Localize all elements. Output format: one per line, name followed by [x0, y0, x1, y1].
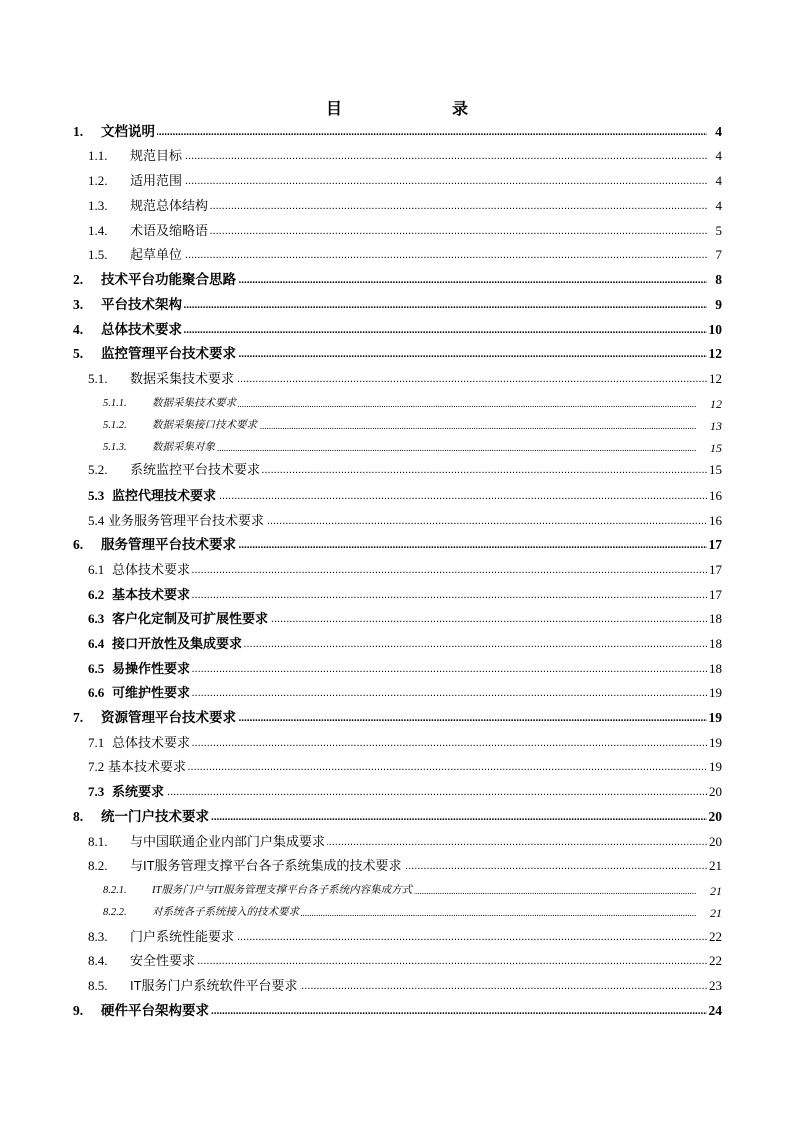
toc-entry-label: 平台技术架构	[101, 295, 184, 315]
toc-entry[interactable]	[0, 609, 794, 629]
toc-entry[interactable]	[0, 394, 794, 414]
toc-leader-dots	[130, 221, 708, 241]
toc-entry-label: 总体技术要求	[112, 560, 192, 580]
toc-entry-page: 20	[708, 809, 722, 824]
toc-entry-number: 1.4.	[88, 223, 108, 238]
toc-entry-page: 12	[708, 346, 722, 361]
toc-entry-page: 17	[708, 537, 722, 552]
toc-entry-number: 7.	[73, 710, 84, 725]
toc-leader-dots	[101, 320, 707, 340]
toc-entry-page: 22	[709, 929, 722, 944]
toc-entry[interactable]	[0, 782, 794, 802]
toc-entry-page: 4	[715, 148, 722, 163]
toc-entry-label: 总体技术要求	[101, 320, 184, 340]
toc-entry-page: 16	[709, 513, 722, 528]
toc-entry[interactable]	[0, 416, 794, 436]
toc-entry-page: 7	[715, 247, 722, 262]
toc-entry-number: 1.5.	[88, 247, 108, 262]
toc-entry[interactable]	[0, 171, 794, 191]
toc-entry-label: 接口开放性及集成要求	[112, 634, 244, 654]
toc-entry-label: 起草单位	[130, 245, 184, 265]
toc-entry-label: 硬件平台架构要求	[101, 1001, 211, 1021]
toc-entry[interactable]	[0, 486, 794, 506]
toc-entry-page: 13	[710, 419, 722, 433]
toc-entry-label: 可维护性要求	[112, 683, 192, 703]
toc-entry-label: 服务管理平台技术要求	[101, 535, 238, 555]
toc-entry[interactable]	[0, 369, 794, 389]
toc-entry[interactable]	[0, 460, 794, 480]
toc-entry-number: 5.1.3.	[103, 442, 127, 453]
toc-entry-page: 20	[709, 784, 722, 799]
toc-entry-label: 数据采集技术要求	[152, 394, 238, 414]
toc-entry[interactable]	[0, 560, 794, 580]
toc-entry-label: 资源管理平台技术要求	[101, 708, 238, 728]
toc-entry[interactable]	[0, 221, 794, 241]
toc-entry-number: 8.1.	[88, 834, 108, 849]
toc-entry-label: 总体技术要求	[112, 733, 192, 753]
toc-entry-page: 12	[709, 371, 722, 386]
toc-entry-number: 6.3	[88, 611, 105, 626]
toc-entry[interactable]	[0, 535, 794, 555]
toc-leader-dots	[130, 951, 708, 971]
toc-leader-dots	[130, 196, 708, 216]
toc-entry-label: 监控代理技术要求	[112, 486, 218, 506]
toc-leader-dots	[152, 438, 696, 458]
toc-entry-label: 规范目标	[130, 146, 184, 166]
toc-entry[interactable]	[0, 295, 794, 315]
toc-entry[interactable]	[0, 757, 794, 777]
toc-entry-label: 数据采集接口技术要求	[152, 416, 259, 436]
toc-leader-dots	[101, 295, 707, 315]
toc-entry-label: 客户化定制及可扩展性要求	[112, 609, 270, 629]
toc-entry[interactable]	[0, 927, 794, 947]
toc-entry-page: 15	[710, 441, 722, 455]
toc-entry[interactable]	[0, 585, 794, 605]
toc-entry-number: 5.2.	[88, 462, 108, 477]
toc-entry-number: 8.2.2.	[103, 907, 127, 918]
toc-entry-number: 7.2	[88, 759, 105, 774]
toc-entry-number: 5.	[73, 346, 84, 361]
toc-entry-label: 基本技术要求	[108, 757, 188, 777]
toc-entry-label: IT服务门户与IT服务管理支撑平台各子系统内容集成方式	[152, 881, 414, 901]
toc-entry-number: 8.2.	[88, 858, 108, 873]
toc-entry-label: 门户系统性能要求	[130, 927, 236, 947]
toc-entry-page: 4	[715, 198, 722, 213]
toc-entry-page: 20	[709, 834, 722, 849]
toc-leader-dots	[112, 560, 708, 580]
toc-entry-label: 统一门户技术要求	[101, 807, 211, 827]
toc-entry-number: 3.	[73, 297, 84, 312]
toc-entry-number: 6.	[73, 537, 84, 552]
toc-entry[interactable]	[0, 634, 794, 654]
toc-entry[interactable]	[0, 320, 794, 340]
toc-entry[interactable]	[0, 903, 794, 923]
toc-entry-page: 5	[715, 223, 722, 238]
toc-entry[interactable]	[0, 832, 794, 852]
toc-leader-dots	[112, 585, 708, 605]
toc-entry-number: 5.1.2.	[103, 420, 127, 431]
toc-entry-page: 10	[708, 322, 722, 337]
toc-entry-number: 6.6	[88, 685, 105, 700]
toc-entry[interactable]	[0, 708, 794, 728]
toc-entry-number: 1.1.	[88, 148, 108, 163]
toc-entry-page: 16	[709, 488, 722, 503]
toc-entry-label: 系统要求	[112, 782, 166, 802]
toc-entry[interactable]	[0, 733, 794, 753]
toc-entry-number: 6.1	[88, 562, 105, 577]
toc-title: 目 录	[325, 101, 494, 118]
toc-entry-page: 18	[709, 636, 722, 651]
toc-entry-page: 19	[708, 710, 722, 725]
toc-entry-page: 24	[708, 1003, 722, 1018]
toc-entry-page: 19	[709, 735, 722, 750]
toc-entry[interactable]	[0, 511, 794, 531]
toc-entry[interactable]	[0, 807, 794, 827]
toc-entry-page: 17	[709, 587, 722, 602]
toc-entry-page: 19	[709, 759, 722, 774]
toc-entry[interactable]	[0, 1001, 794, 1021]
toc-entry[interactable]	[0, 438, 794, 458]
toc-leader-dots	[130, 146, 708, 166]
toc-entry[interactable]	[0, 683, 794, 703]
toc-entry-label: 文档说明	[101, 122, 157, 142]
toc-entry-number: 8.	[73, 809, 84, 824]
toc-entry-number: 1.2.	[88, 173, 108, 188]
toc-leader-dots	[112, 733, 708, 753]
toc-entry-number: 6.5	[88, 661, 105, 676]
toc-entry-number: 1.	[73, 124, 84, 139]
toc-leader-dots	[101, 122, 707, 142]
toc-entry-page: 8	[715, 272, 722, 287]
toc-leader-dots	[112, 782, 708, 802]
toc-entry[interactable]	[0, 344, 794, 364]
toc-entry-number: 2.	[73, 272, 84, 287]
toc-entry-label: IT服务门户系统软件平台要求	[130, 976, 300, 996]
toc-entry-label: 对系统各子系统接入的技术要求	[152, 903, 301, 923]
toc-entry-number: 8.2.1.	[103, 885, 127, 896]
toc-entry[interactable]	[0, 270, 794, 290]
toc-entry-label: 适用范围	[130, 171, 184, 191]
toc-entry[interactable]	[0, 951, 794, 971]
toc-entry-number: 5.4	[88, 513, 105, 528]
toc-entry-label: 数据采集技术要求	[130, 369, 236, 389]
toc-entry-label: 术语及缩略语	[130, 221, 210, 241]
toc-entry-number: 9.	[73, 1003, 84, 1018]
toc-entry-page: 9	[715, 297, 722, 312]
toc-entry[interactable]	[0, 245, 794, 265]
toc-entry-label: 技术平台功能聚合思路	[101, 270, 238, 290]
toc-entry-label: 安全性要求	[130, 951, 197, 971]
toc-entry-page: 21	[710, 884, 722, 898]
toc-entry-number: 8.4.	[88, 953, 108, 968]
toc-entry-number: 6.4	[88, 636, 105, 651]
toc-entry-page: 15	[709, 462, 722, 477]
toc-entry-page: 23	[709, 978, 722, 993]
toc-entry-page: 18	[709, 661, 722, 676]
toc-entry-label: 规范总体结构	[130, 196, 210, 216]
toc-entry-number: 7.1	[88, 735, 105, 750]
toc-entry-label: 监控管理平台技术要求	[101, 344, 238, 364]
toc-entry[interactable]	[0, 122, 794, 142]
toc-entry-number: 8.5.	[88, 978, 108, 993]
toc-entry-label: 与IT服务管理支撑平台各子系统集成的技术要求	[130, 856, 404, 876]
toc-entry-label: 易操作性要求	[112, 659, 192, 679]
toc-entry-page: 19	[709, 685, 722, 700]
toc-entry-label: 基本技术要求	[112, 585, 192, 605]
toc-entry[interactable]	[0, 196, 794, 216]
toc-entry[interactable]	[0, 976, 794, 996]
toc-entry-page: 4	[715, 124, 722, 139]
toc-entry-number: 5.1.	[88, 371, 108, 386]
toc-entry-page: 4	[715, 173, 722, 188]
toc-entry-page: 12	[710, 397, 722, 411]
toc-entry-page: 21	[710, 906, 722, 920]
toc-entry-number: 8.3.	[88, 929, 108, 944]
toc-entry-number: 1.3.	[88, 198, 108, 213]
toc-leader-dots	[130, 245, 708, 265]
toc-entry-label: 与中国联通企业内部门户集成要求	[130, 832, 327, 852]
toc-entry-number: 7.3	[88, 784, 105, 799]
toc-leader-dots	[130, 171, 708, 191]
toc-entry-label: 系统监控平台技术要求	[130, 460, 262, 480]
toc-entry-page: 21	[709, 858, 722, 873]
toc-entry-page: 17	[709, 562, 722, 577]
toc-entry-label: 业务服务管理平台技术要求	[108, 511, 266, 531]
toc-entry[interactable]	[0, 856, 794, 876]
toc-entry-page: 22	[709, 953, 722, 968]
toc-leader-dots	[112, 659, 708, 679]
toc-entry-number: 5.3	[88, 488, 105, 503]
toc-entry-page: 18	[709, 611, 722, 626]
toc-leader-dots	[108, 757, 708, 777]
toc-entry-number: 6.2	[88, 587, 105, 602]
toc-entry[interactable]	[0, 659, 794, 679]
toc-entry-number: 5.1.1.	[103, 398, 127, 409]
toc-entry[interactable]	[0, 881, 794, 901]
toc-entry-label: 数据采集对象	[152, 438, 217, 458]
toc-leader-dots	[112, 683, 708, 703]
toc-entry[interactable]	[0, 146, 794, 166]
toc-entry-number: 4.	[73, 322, 84, 337]
